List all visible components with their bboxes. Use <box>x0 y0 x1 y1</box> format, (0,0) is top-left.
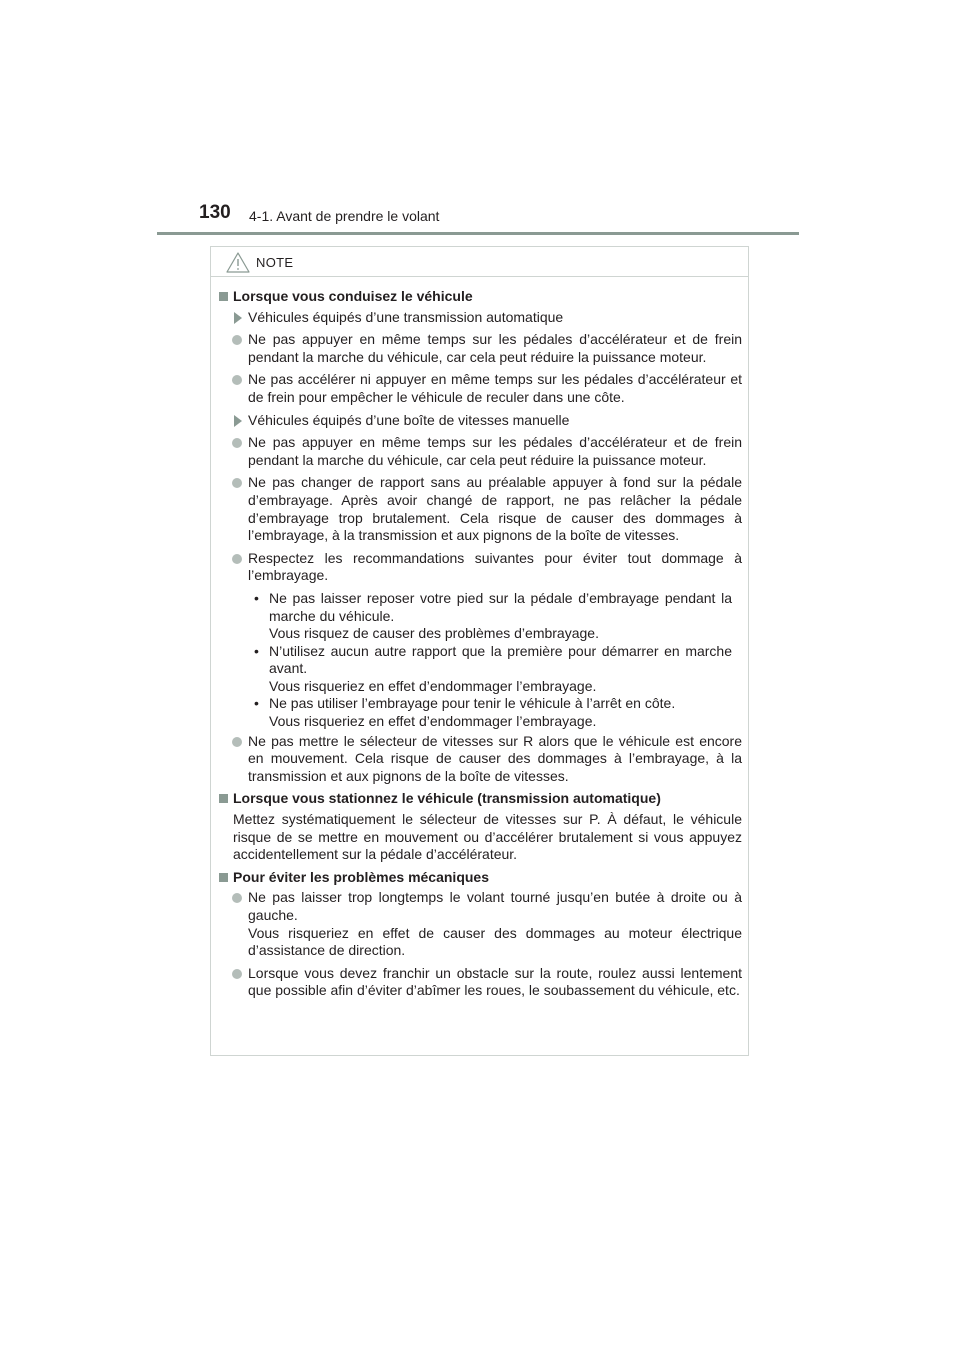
list-item: Ne pas accélérer ni appuyer en même temps sur les pédales d’accélérateur et de frein pour empêcher le véhicule de reculer dans une côte. <box>217 371 742 406</box>
dot-bullet-icon <box>232 438 242 448</box>
subsection-heading: Véhicules équipés d’une transmission automatique <box>217 309 742 327</box>
page-header <box>0 0 960 240</box>
section-heading: Lorsque vous conduisez le véhicule <box>217 288 742 306</box>
dot-bullet-icon <box>232 554 242 564</box>
square-bullet-icon <box>219 794 228 803</box>
dot-bullet-icon <box>232 969 242 979</box>
list-item: Ne pas laisser trop longtemps le volant tourné jusqu’en butée à droite ou à gauche. Vous risqueriez en effet de causer des dommages au moteur électrique d’assistance de direction. <box>217 889 742 959</box>
paragraph: Mettez systématiquement le sélecteur de vitesses sur P. À défaut, le véhicule risque de se mettre en mouvement ou d’accélérer brutalement si vous appuyez accidentellement sur la pédale d’accélérateur. <box>233 811 742 863</box>
dash-item: • Ne pas utiliser l’embrayage pour tenir le véhicule à l’arrêt en côte. Vous risqueriez en effet d’endommager l’embrayage. <box>254 695 676 730</box>
note-label: NOTE <box>256 255 294 270</box>
section-heading: Lorsque vous stationnez le véhicule (transmission automatique) <box>217 790 742 808</box>
section-title: 4-1. Avant de prendre le volant <box>249 208 440 224</box>
dot-bullet-icon <box>232 737 242 747</box>
warning-triangle-icon <box>226 252 250 273</box>
dash-item: • Ne pas laisser reposer votre pied sur la pédale d’embrayage pendant la marche du véhicule. Vous risquez de causer des problèmes d’embrayage. <box>254 589 732 642</box>
list-item: Lorsque vous devez franchir un obstacle sur la route, roulez aussi lentement que possible afin d’éviter d’abîmer les roues, le soubassement du véhicule, etc. <box>217 965 742 1000</box>
dash-item: • N’utilisez aucun autre rapport que la première pour démarrer en marche avant. Vous risqueriez en effet d’endommager l’embrayage. <box>254 642 732 694</box>
list-item: Respectez les recommandations suivantes pour éviter tout dommage à l’embrayage. <box>217 550 742 585</box>
list-item: Ne pas appuyer en même temps sur les pédales d’accélérateur et de frein pendant la marche du véhicule, car cela peut réduire la puissance moteur. <box>217 331 742 366</box>
triangle-bullet-icon <box>234 312 242 324</box>
dot-bullet-icon <box>232 478 242 488</box>
note-header <box>211 247 748 277</box>
note-box <box>210 246 749 1056</box>
list-item: Ne pas mettre le sélecteur de vitesses sur R alors que le véhicule est encore en mouvement. Cela risque de causer des dommages à l’embrayage, à la transmission et aux pignons de la boîte de vitesses. <box>217 733 742 786</box>
triangle-bullet-icon <box>234 415 242 427</box>
header-rule <box>157 232 799 235</box>
list-item: Ne pas changer de rapport sans au préalable appuyer à fond sur la pédale d’embrayage. Après avoir changé de rapport, ne pas relâcher la pédale d’embrayage trop brutalement. Cela risque de causer des dommages à l’embrayage, à la transmission et aux pignons de la boîte de vitesses. <box>217 474 742 544</box>
square-bullet-icon <box>219 873 228 882</box>
section-heading: Pour éviter les problèmes mécaniques <box>217 869 742 887</box>
note-body <box>211 277 748 1000</box>
dot-bullet-icon <box>232 375 242 385</box>
square-bullet-icon <box>219 292 228 301</box>
list-item: Ne pas appuyer en même temps sur les pédales d’accélérateur et de frein pendant la marche du véhicule, car cela peut réduire la puissance moteur. <box>217 434 742 469</box>
dot-bullet-icon <box>232 335 242 345</box>
subsection-heading: Véhicules équipés d’une boîte de vitesses manuelle <box>217 412 742 430</box>
dash-list <box>217 590 742 731</box>
page-number: 130 <box>199 202 231 223</box>
dot-bullet-icon <box>232 893 242 903</box>
